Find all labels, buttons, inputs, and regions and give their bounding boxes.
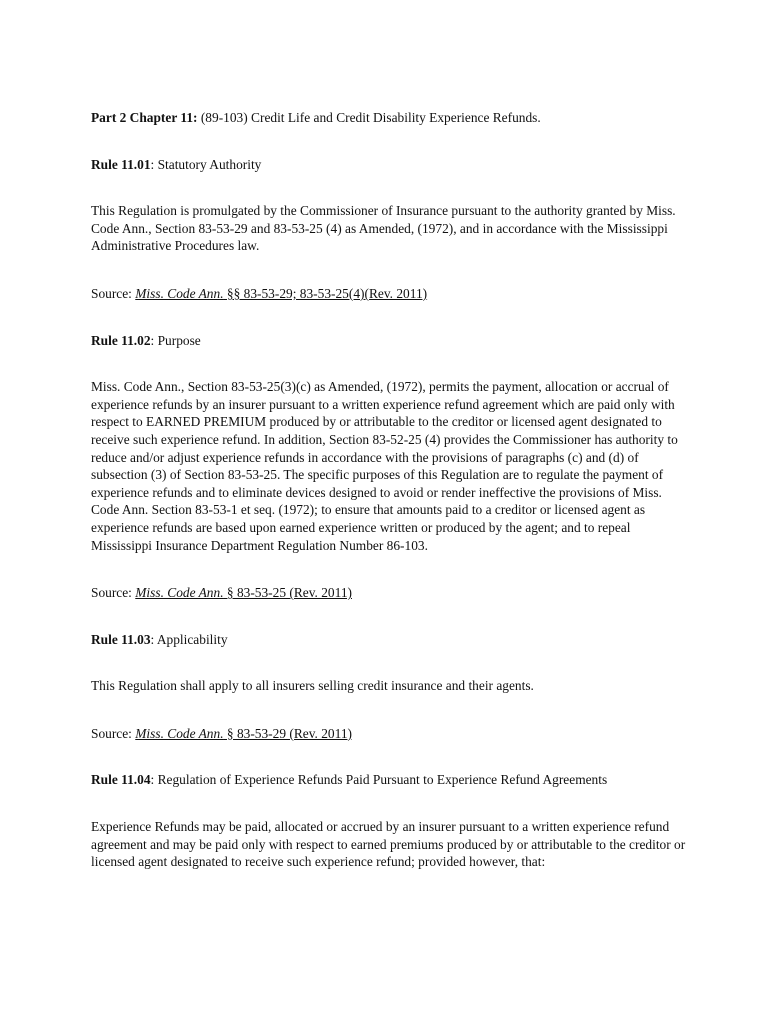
rule-source — [91, 725, 691, 743]
rule-body: This Regulation shall apply to all insurers selling credit insurance and their agents. — [91, 678, 534, 694]
rule-heading — [91, 156, 691, 174]
rule-heading — [91, 332, 691, 350]
rule-title: : Regulation of Experience Refunds Paid Pursuant to Experience Refund Agreements — [150, 772, 608, 788]
rule-title: : Statutory Authority — [150, 156, 262, 172]
chapter-heading — [91, 109, 691, 127]
chapter-title: (89-103) Credit Life and Credit Disability Experience Refunds. — [197, 110, 541, 125]
rule-label: Rule 11.04 — [91, 772, 151, 788]
document-page — [91, 109, 691, 871]
source-citation — [135, 726, 352, 741]
rule-body: Experience Refunds may be paid, allocated or accrued by an insurer pursuant to a written experience refund agreement and may be paid only with respect to earned premiums produced by or attributable to the creditor or licensed agent designated to receive such experience refund; provided however, that: — [91, 819, 686, 870]
source-prefix: Source: — [91, 725, 136, 741]
source-section: §§ 83-53-29; 83-53-25(4)(Rev. 2011) — [223, 285, 428, 301]
rule-label: Rule 11.01 — [91, 156, 151, 172]
rule-label: Rule 11.02 — [91, 332, 151, 348]
source-code-name: Miss. Code Ann. — [135, 585, 224, 601]
rule-title: : Purpose — [150, 332, 201, 348]
source-section: § 83-53-29 (Rev. 2011) — [223, 725, 352, 741]
rule-heading — [91, 771, 691, 789]
chapter-label: Part 2 Chapter 11: — [91, 110, 198, 125]
rule-body: This Regulation is promulgated by the Commissioner of Insurance pursuant to the authority granted by Miss. Code Ann., Section 83-53-29 and 83-53-25 (4) as Amended, (1972), and in accordance with the Mississippi Administrative Procedures law. — [91, 203, 676, 254]
source-code-name: Miss. Code Ann. — [135, 285, 224, 301]
source-citation — [135, 286, 427, 301]
rule-body: Miss. Code Ann., Section 83-53-25(3)(c) as Amended, (1972), permits the payment, allocation or accrual of experience refunds by an insurer pursuant to a written experience refund agreement which are paid only with respect to EARNED PREMIUM produced by or attributable to the creditor or licensed agent designated to receive such experience refund. In addition, Section 83-52-25 (4) provides the Commissioner has authority to reduce and/or adjust experience refunds in accordance with the provisions of paragraphs (c) and (d) of subsection (3) of Section 83-53-25. The specific purposes of this Regulation are to regulate the payment of experience refunds and to eliminate devices designed to avoid or render ineffective the provisions of Miss. Code Ann. Section 83-53-1 et seq. (1972); to ensure that amounts paid to a creditor or licensed agent as experience refunds are based upon earned experience written or produced by the agent; and to repeal Mississippi Insurance Department Regulation Number 86-103. — [91, 379, 678, 553]
source-prefix: Source: — [91, 585, 136, 601]
rule-heading — [91, 631, 691, 649]
rule-title: : Applicability — [150, 631, 228, 647]
source-citation — [135, 585, 352, 600]
rule-source — [91, 285, 691, 303]
source-section: § 83-53-25 (Rev. 2011) — [223, 585, 352, 601]
source-prefix: Source: — [91, 285, 136, 301]
rule-source — [91, 584, 691, 602]
source-code-name: Miss. Code Ann. — [135, 725, 224, 741]
rule-label: Rule 11.03 — [91, 631, 151, 647]
